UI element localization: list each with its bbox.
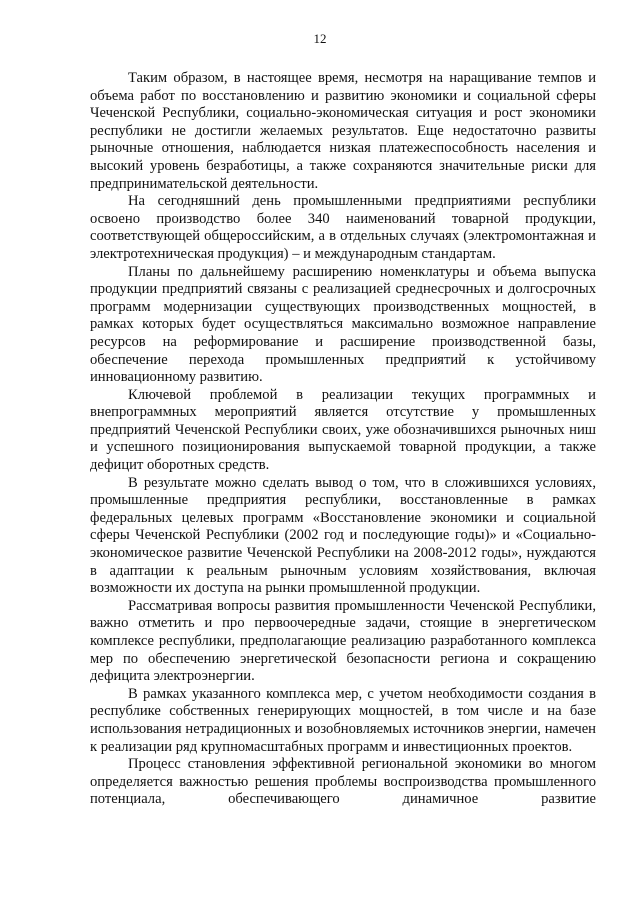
page-number: 12 (313, 31, 327, 46)
paragraph-7: В рамках указанного комплекса мер, с учетом необходимости создания в республике собственных генерирующих мощностей, в том числе и на базе использования нетрадиционных и возобновляемых источников энергии, намечен к реализации ряд крупномасштабных программ и инвестиционных проектов. (90, 685, 596, 755)
paragraph-5: В результате можно сделать вывод о том, что в сложившихся условиях, промышленные предприятия республики, восстановленные в рамках федеральных целевых программ «Восстановление экономики и социальной сферы Чеченской Республики (2002 год и последующие годы)» и «Социально-экономическое развитие Чеченской Республики на 2008-2012 годы», нуждаются в адаптации к реальным рыночным условиям хозяйствования, включая возможности их доступа на рынки промышленной продукции. (90, 474, 596, 597)
paragraph-4: Ключевой проблемой в реализации текущих программных и внепрограммных мероприятий является отсутствие у промышленных предприятий Чеченской Республики своих, уже обозначившихся рыночных ниш и успешного позиционирования выпускаемой товарной продукции, а также дефицит оборотных средств. (90, 386, 596, 474)
document-body (90, 70, 596, 809)
paragraph-6: Рассматривая вопросы развития промышленности Чеченской Республики, важно отметить и про первоочередные задачи, стоящие в энергетическом комплексе республики, предполагающие реализацию разработанного комплекса мер по обеспечению энергетической безопасности региона и сокращению дефицита электроэнергии. (90, 597, 596, 685)
paragraph-3: Планы по дальнейшему расширению номенклатуры и объема выпуска продукции предприятий связаны с реализацией среднесрочных и долгосрочных программ модернизации существующих производственных мощностей, в рамках которых будет осуществляться максимально возможное направление ресурсов на реформирование и расширение производственной базы, обеспечение перехода промышленных предприятий к устойчивому инновационному развитию. (90, 263, 596, 386)
paragraph-8: Процесс становления эффективной региональной экономики во многом определяется важностью решения проблемы воспроизводства промышленного потенциала, обеспечивающего динамичное развитие (90, 756, 596, 808)
paragraph-2: На сегодняшний день промышленными предприятиями республики освоено производство более 340 наименований товарной продукции, соответствующей общероссийским, а в отдельных случаях (электромонтажная и электротехническая продукция) – и международным стандартам. (90, 193, 596, 262)
paragraph-1: Таким образом, в настоящее время, несмотря на наращивание темпов и объема работ по восстановлению и развитию экономики и социальной сферы Чеченской Республики, социально-экономическая ситуация и рост экономики республики не достигли желаемых результатов. Еще недостаточно развиты рыночные отношения, наблюдается низкая платежеспособность населения и высокий уровень безработицы, а также сохраняются значительные риски для предпринимательской деятельности. (90, 70, 596, 192)
